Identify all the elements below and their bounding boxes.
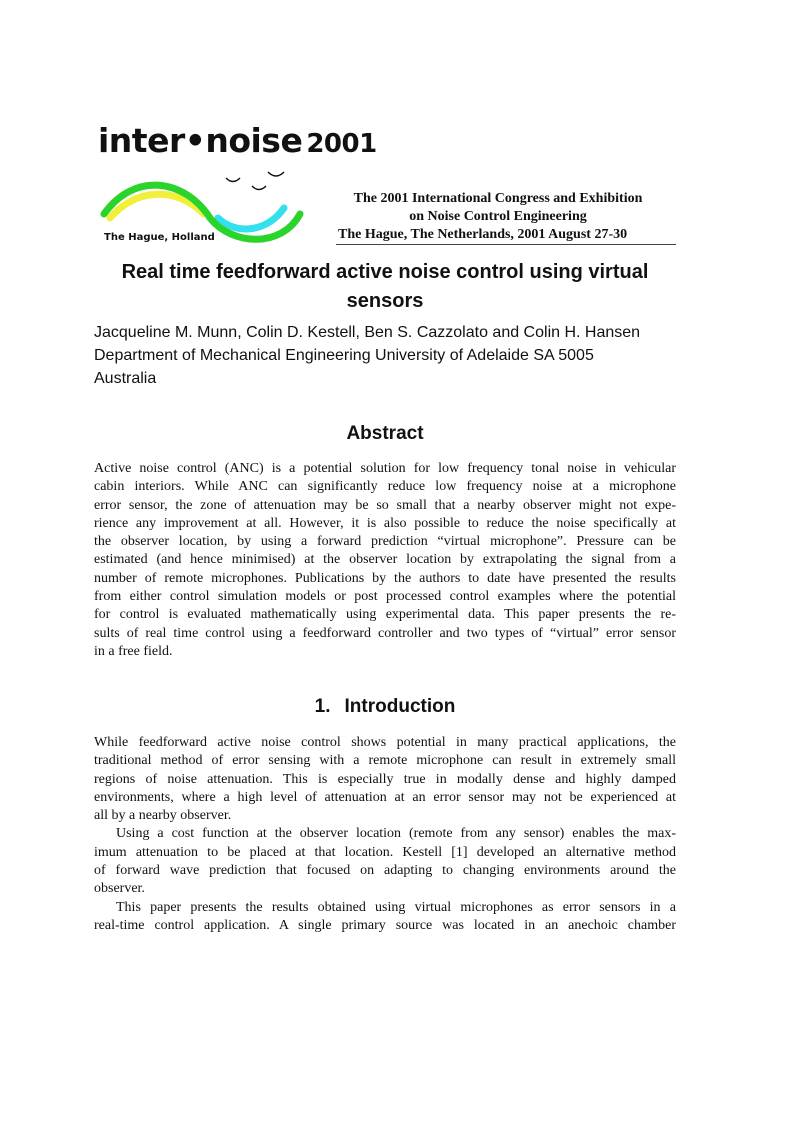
title-line-2: sensors [346, 290, 424, 312]
intro-line: environments, where a high level of attenuation at an error sensor may not be experienced at [94, 789, 676, 805]
intro-line: imum attenuation to be placed at that location. Kestell [1] developed an alternative method [94, 844, 676, 860]
intro-line: observer. [94, 881, 145, 897]
cyan-wave [218, 208, 284, 229]
introduction-body [94, 734, 676, 935]
logo-text: inter•noise [98, 121, 303, 160]
intro-line: regions of noise attenuation. This is especially true in modally dense and highly damped [94, 771, 676, 787]
conference-info [336, 190, 660, 244]
conference-line-3: The Hague, The Netherlands, 2001 August 27-30 [338, 227, 628, 242]
intro-line: This paper presents the results obtained using virtual microphones as error sensors in a [116, 899, 676, 915]
intro-line: real-time control application. A single primary source was located in an anechoic chamber [94, 917, 676, 933]
abstract-line: Active noise control (ANC) is a potential solution for low frequency tonal noise in vehicular [94, 461, 676, 476]
affiliation-line-1: Department of Mechanical Engineering University of Adelaide SA 5005 [94, 347, 594, 364]
abstract-heading: Abstract [346, 423, 424, 444]
header-rule [336, 244, 676, 245]
conference-logo-wordmark [98, 121, 377, 160]
intro-line: traditional method of error sensing with a remote microphone can result in extremely small [94, 753, 676, 769]
abstract-body [94, 460, 676, 661]
introduction-heading [94, 695, 676, 719]
intro-line: all by a nearby observer. [94, 808, 232, 824]
title-line-1: Real time feedforward active noise control using virtual [121, 261, 649, 283]
smile-mark-1 [226, 178, 240, 182]
abstract-line: error sensor, the zone of attenuation may be so small that a nearby observer might not expe- [94, 497, 676, 513]
abstract-line: number of remote microphones. Publications by the authors to date have presented the results [94, 570, 676, 586]
author-block [94, 321, 694, 390]
abstract-line: sults of real time control using a feedforward controller and two types of “virtual” error sensor [94, 625, 676, 641]
abstract-line: cabin interiors. While ANC can significantly reduce low frequency noise at a microphone [94, 479, 676, 495]
abstract-line: from either control simulation models or post processed control examples where the potential [94, 589, 676, 605]
section-title: Introduction [344, 696, 456, 717]
logo-year: 2001 [306, 129, 377, 159]
affiliation-line-2: Australia [94, 370, 157, 387]
conference-line-2: on Noise Control Engineering [409, 209, 587, 224]
intro-line: Using a cost function at the observer location (remote from any sensor) enables the max- [116, 826, 676, 842]
paper-title [94, 258, 676, 316]
abstract-line: for control is evaluated mathematically using experimental data. This paper presents the re- [94, 607, 676, 623]
logo-place: The Hague, Holland [104, 232, 215, 243]
abstract-line: rience any improvement at all. However, it is also possible to reduce the noise specifically at [94, 515, 676, 531]
abstract-line: estimated (and hence minimised) at the observer location by extrapolating the signal from a [94, 552, 676, 568]
smile-mark-2 [268, 172, 284, 176]
abstract-line: the observer location, by using a forward prediction “virtual microphone”. Pressure can be [94, 534, 676, 550]
intro-line: While feedforward active noise control shows potential in many practical applications, the [94, 735, 676, 750]
smile-mark-3 [252, 186, 266, 190]
conference-line-1: The 2001 International Congress and Exhibition [353, 191, 643, 206]
intro-line: of forward wave prediction that focused on adapting to changing environments around the [94, 863, 676, 879]
authors: Jacqueline M. Munn, Colin D. Kestell, Ben S. Cazzolato and Colin H. Hansen [94, 324, 641, 341]
section-number: 1. [314, 696, 331, 717]
abstract-line: in a free field. [94, 643, 173, 659]
